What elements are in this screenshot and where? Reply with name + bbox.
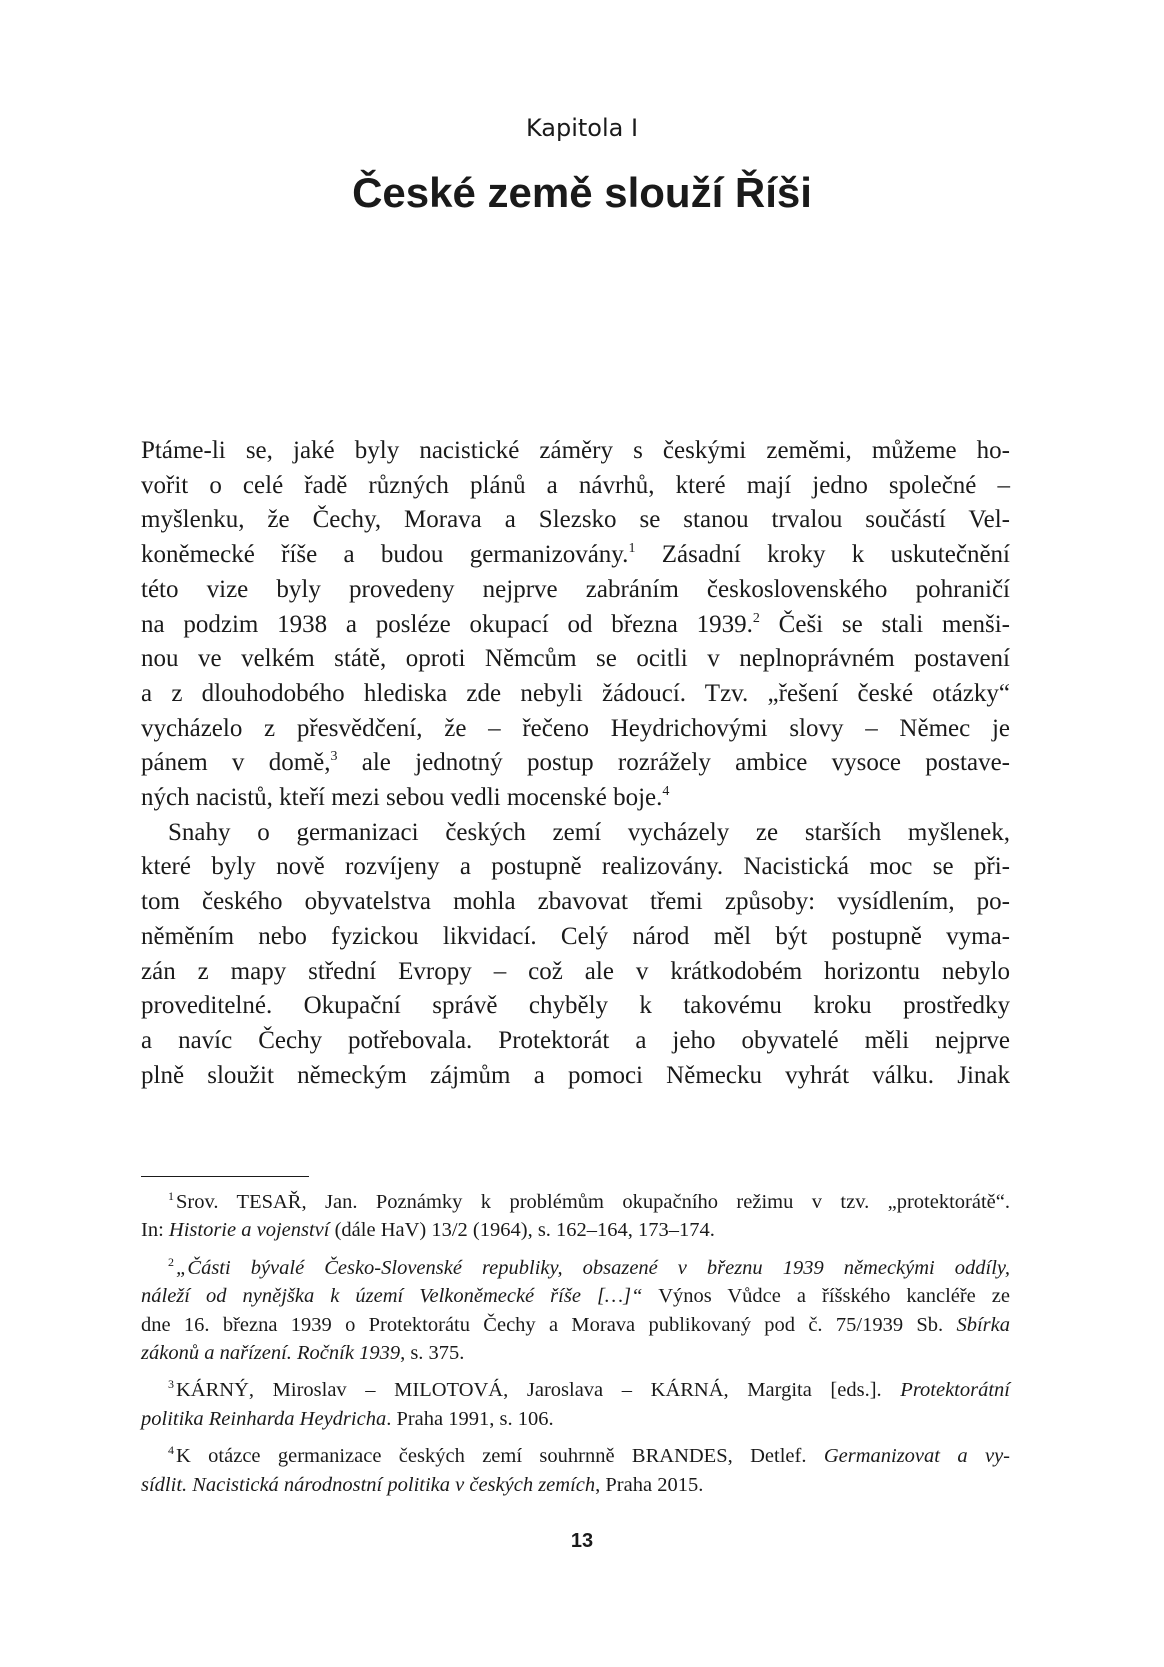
footnote-line: In: Historie a vojenství (dále HaV) 13/2 (1964), s. 162–164, 173–174. — [141, 1219, 715, 1242]
text-line: vycházelo z přesvědčení, že – řečeno Heydrichovými slovy – Němec je — [141, 714, 1010, 742]
footnote-line: $^3$KÁRNÝ, Miroslav – MILOTOVÁ, Jaroslava – KÁRNÁ, Margita [eds.]. Protektorátní — [168, 1377, 1010, 1402]
text-line: něměním nebo fyzickou likvidací. Celý národ měl být postupně vyma- — [141, 922, 1010, 950]
text-line: tom českého obyvatelstva mohla zbavovat třemi způsoby: vysídlením, po- — [141, 888, 1010, 916]
footnote-2 — [141, 1254, 1010, 1368]
text-line: zán z mapy střední Evropy – což ale v krátkodobém horizontu nebylo — [141, 957, 1010, 985]
chapter-label: Kapitola I — [525, 114, 639, 142]
footnote-line: zákonů a nařízení. Ročník 1939, s. 375. — [141, 1342, 465, 1365]
text-line: vořit o celé řadě různých plánů a návrhů, které mají jedno společné – — [141, 471, 1010, 499]
footnote-divider — [141, 1176, 309, 1177]
text-line: Ptáme-li se, jaké byly nacistické záměry s českými zeměmi, můžeme ho- — [141, 437, 1010, 464]
text-line: myšlenku, že Čechy, Morava a Slezsko se stanou trvalou součástí Vel- — [141, 506, 1010, 534]
footnote-ref[interactable]: 2 — [752, 610, 760, 626]
footnote-number: 3 — [168, 1377, 174, 1392]
footnote-number: 4 — [168, 1443, 174, 1458]
text-line: pánem v domě,$^3$ ale jednotný postup rozrážely ambice vysoce postave- — [141, 749, 1010, 777]
text-line: této vize byly provedeny nejprve zabráním československého pohraničí — [141, 575, 1010, 603]
footnote-line: dne 16. března 1939 o Protektorátu Čechy a Morava publikovaný pod č. 75/1939 Sb. Sbírka — [141, 1313, 1010, 1336]
text-line: na podzim 1938 a posléze okupací od března 1939.$^2$ Češi se stali menši- — [141, 610, 1010, 638]
footnote-line: $^4$K otázce germanizace českých zemí souhrnně BRANDES, Detlef. Germanizovat a vy- — [168, 1443, 1010, 1468]
footnote-ref[interactable]: 1 — [628, 541, 636, 557]
text-line: proveditelné. Okupační správě chyběly k takovému kroku prostředky — [141, 992, 1010, 1020]
footnote-ref[interactable]: 3 — [330, 749, 338, 765]
text-line: Snahy o germanizaci českých zemí vycházely ze starších myšlenek, — [168, 818, 1010, 846]
footnote-line: sídlit. Nacistická národnostní politika v českých zemích, Praha 2015. — [141, 1473, 704, 1496]
text-line: a navíc Čechy potřebovala. Protektorát a jeho obyvatelé měli nejprve — [141, 1026, 1010, 1054]
footnote-4 — [141, 1442, 1010, 1499]
footnote-ref[interactable]: 4 — [662, 784, 670, 800]
footnote-1 — [141, 1188, 1010, 1245]
footnotes — [141, 1188, 1010, 1508]
text-line: plně sloužit německým zájmům a pomoci Německu vyhrát válku. Jinak — [141, 1061, 1010, 1089]
footnote-line: náleží od nynějška k území Velkoněmecké říše […]“ Výnos Vůdce a říšského kancléře ze — [141, 1285, 1011, 1308]
text-line: které byly nově rozvíjeny a postupně realizovány. Nacistická moc se při- — [141, 853, 1010, 881]
footnote-line: $^2$„Části bývalé Česko-Slovenské republiky, obsazené v březnu 1939 německými oddíly, — [168, 1254, 1010, 1279]
footnote-number: 1 — [168, 1189, 174, 1203]
text-line: nou ve velkém státě, oproti Němcům se ocitli v neplnoprávném postavení — [141, 645, 1010, 673]
text-line: ných nacistů, kteří mezi sebou vedli mocenské boje.$^4$ — [141, 784, 670, 812]
footnote-number: 2 — [168, 1254, 174, 1269]
page-number: 13 — [570, 1530, 594, 1552]
text-line: koněmecké říše a budou germanizovány.$^1$ Zásadní kroky k uskutečnění — [141, 541, 1010, 569]
footnote-line: $^1$Srov. TESAŘ, Jan. Poznámky k problémům okupačního režimu v tzv. „protektorátě“. — [168, 1189, 1010, 1213]
chapter-title: České země slouží Říši — [352, 169, 812, 216]
text-line: a z dlouhodobého hlediska zde nebyli žádoucí. Tzv. „řešení české otázky“ — [141, 679, 1010, 707]
footnote-3 — [141, 1376, 1010, 1433]
body-text — [141, 434, 1010, 1093]
footnote-line: politika Reinharda Heydricha. Praha 1991, s. 106. — [141, 1407, 554, 1430]
